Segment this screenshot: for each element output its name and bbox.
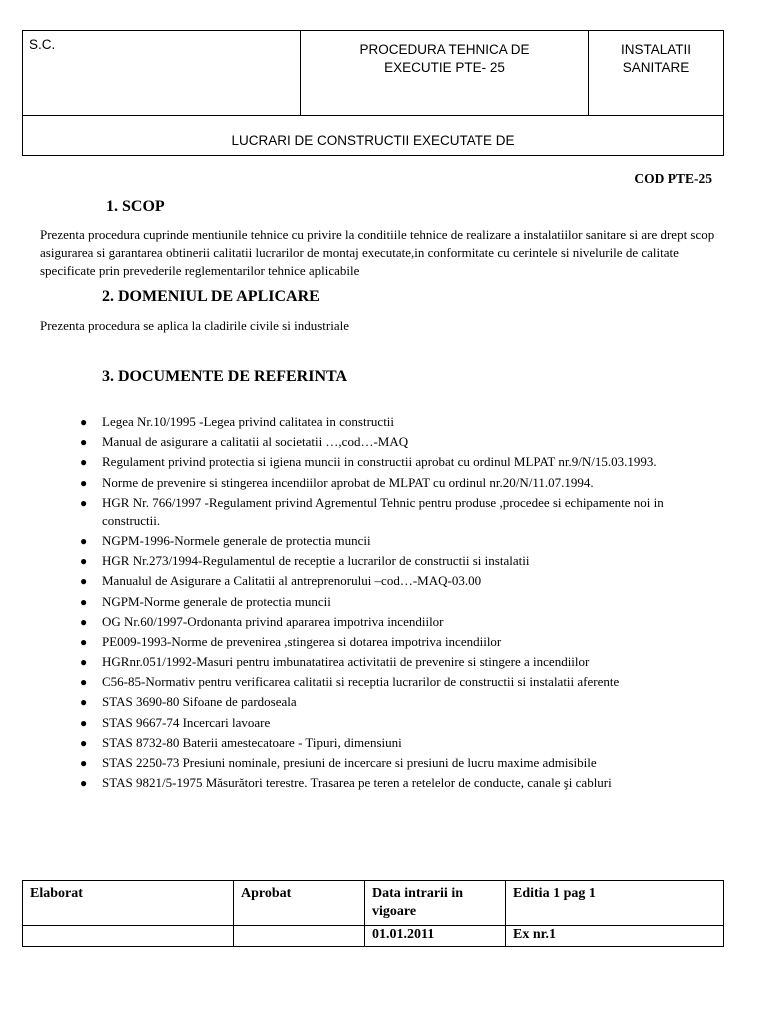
- reference-item: [80, 593, 720, 611]
- reference-text: Legea Nr.10/1995 -Legea privind calitatea in constructii: [102, 414, 395, 429]
- bullet-icon: ●: [80, 574, 88, 589]
- bullet-icon: ●: [80, 715, 88, 730]
- reference-item: [80, 613, 720, 631]
- bullet-icon: ●: [80, 614, 88, 629]
- footer-data-label: Data intrarii in vigoare: [365, 881, 506, 926]
- reference-item: [80, 693, 720, 711]
- footer-elaborat: Elaborat: [23, 881, 234, 926]
- bullet-icon: ●: [80, 455, 88, 470]
- reference-item: [80, 633, 720, 651]
- reference-text: STAS 8732-80 Baterii amestecatoare - Tipuri, dimensiuni: [102, 734, 402, 750]
- reference-text: Norme de prevenire si stingerea incendiilor aprobat de MLPAT cu ordinul nr.20/N/11.07.1994.: [102, 474, 594, 490]
- reference-text: STAS 3690-80 Sifoane de pardoseala: [102, 694, 297, 710]
- reference-text: HGR Nr. 766/1997 -Regulament privind Agrementul Tehnic pentru produse ,procedee si echipamente noi in constructii.: [102, 494, 664, 528]
- reference-item: [80, 552, 720, 570]
- footer-empty-cell: [23, 926, 234, 947]
- procedure-title-line2: EXECUTIE PTE- 25: [384, 60, 505, 75]
- reference-text: PE009-1993-Norme de prevenirea ,stingerea si dotarea impotriva incendiilor: [102, 633, 502, 649]
- reference-item: [80, 673, 720, 691]
- footer-table: [22, 880, 724, 947]
- reference-text: NGPM-Norme generale de protectia muncii: [102, 593, 331, 609]
- reference-item: [80, 453, 720, 471]
- reference-item: [80, 433, 720, 451]
- reference-item: [80, 774, 720, 792]
- section-domain-title: 2. DOMENIUL DE APLICARE: [102, 288, 320, 305]
- reference-text: Regulament privind protectia si igiena muncii in constructii aprobat cu ordinul MLPAT nr.9/N/15.03.1993.: [102, 454, 657, 470]
- reference-text: Manual de asigurare a calitatii al societatii …,cod…-MAQ: [102, 434, 409, 450]
- reference-item: [80, 413, 720, 431]
- section-scope-title: 1. SCOP: [106, 198, 165, 215]
- reference-text: STAS 2250-73 Presiuni nominale, presiuni de incercare si presiuni de lucru maxime admisibile: [102, 755, 597, 770]
- bullet-icon: ●: [80, 675, 88, 690]
- reference-item: [80, 734, 720, 752]
- bullet-icon: ●: [80, 735, 88, 750]
- footer-empty-cell: [234, 926, 365, 947]
- reference-text: HGRnr.051/1992-Masuri pentru imbunatatirea activitatii de prevenire si stingere a incendiilor: [102, 654, 590, 670]
- footer-date: 01.01.2011: [365, 926, 506, 947]
- reference-text: Manualul de Asigurare a Calitatii al antreprenorului –cod…-MAQ-03.00: [102, 573, 482, 589]
- bullet-icon: ●: [80, 756, 88, 770]
- footer-ex: Ex nr.1: [506, 926, 724, 947]
- bullet-icon: ●: [80, 655, 88, 670]
- reference-text: STAS 9821/5-1975 Măsurători terestre. Trasarea pe teren a retelelor de conducte, canale şi cabluri: [102, 775, 612, 791]
- company-cell: [23, 31, 301, 116]
- reference-text: C56-85-Normativ pentru verificarea calitatii si receptia lucrarilor de constructii si instalatii aferente: [102, 674, 620, 690]
- reference-item: [80, 474, 720, 492]
- bullet-icon: ●: [80, 435, 88, 450]
- reference-item: [80, 714, 720, 732]
- company-name: S.C.: [29, 37, 56, 52]
- reference-text: HGR Nr.273/1994-Regulamentul de receptie a lucrarilor de constructii si instalatii: [102, 553, 530, 569]
- bullet-icon: ●: [80, 695, 88, 710]
- reference-item: [80, 494, 720, 530]
- bullet-icon: ●: [80, 475, 88, 490]
- section-scope-text: Prezenta procedura cuprinde mentiunile tehnice cu privire la conditiile tehnice de realizare a instalatiilor sanitare si are drept scop asigurarea si garantarea obtinerii calitatii lucrarilor de montaj executate,in conformitate cu cerintele si nivelurile de calitate specificate prin prevederile reglementarilor tehnice aplicabile: [40, 227, 715, 278]
- reference-item: [80, 532, 720, 550]
- domain-cell: [589, 31, 724, 116]
- reference-text: NGPM-1996-Normele generale de protectia muncii: [102, 532, 371, 548]
- bullet-icon: ●: [80, 495, 88, 510]
- reference-item: [80, 572, 720, 590]
- header-subtitle: LUCRARI DE CONSTRUCTII EXECUTATE DE: [231, 132, 515, 148]
- domain-title-line2: SANITARE: [622, 60, 690, 75]
- procedure-cell: [301, 31, 589, 116]
- domain-title-line1: INSTALATII: [620, 42, 691, 57]
- bullet-icon: ●: [80, 776, 88, 791]
- footer-aprobat: Aprobat: [234, 881, 365, 926]
- subtitle-cell: [23, 116, 724, 156]
- footer-editia: Editia 1 pag 1: [506, 881, 724, 926]
- header-table: [22, 30, 724, 156]
- reference-text: OG Nr.60/1997-Ordonanta privind apararea impotriva incendiilor: [102, 613, 444, 629]
- bullet-icon: ●: [80, 415, 88, 429]
- section-references-title: 3. DOCUMENTE DE REFERINTA: [102, 368, 348, 385]
- reference-item: [80, 754, 720, 772]
- bullet-icon: ●: [80, 634, 88, 649]
- references-list: [40, 413, 720, 794]
- document-code: COD PTE-25: [634, 171, 712, 186]
- bullet-icon: ●: [80, 594, 88, 609]
- reference-item: [80, 653, 720, 671]
- section-domain-text: Prezenta procedura se aplica la cladirile civile si industriale: [40, 318, 349, 333]
- bullet-icon: ●: [80, 554, 88, 569]
- reference-text: STAS 9667-74 Incercari lavoare: [102, 714, 271, 730]
- bullet-icon: ●: [80, 533, 88, 548]
- procedure-title-line1: PROCEDURA TEHNICA DE: [359, 42, 530, 57]
